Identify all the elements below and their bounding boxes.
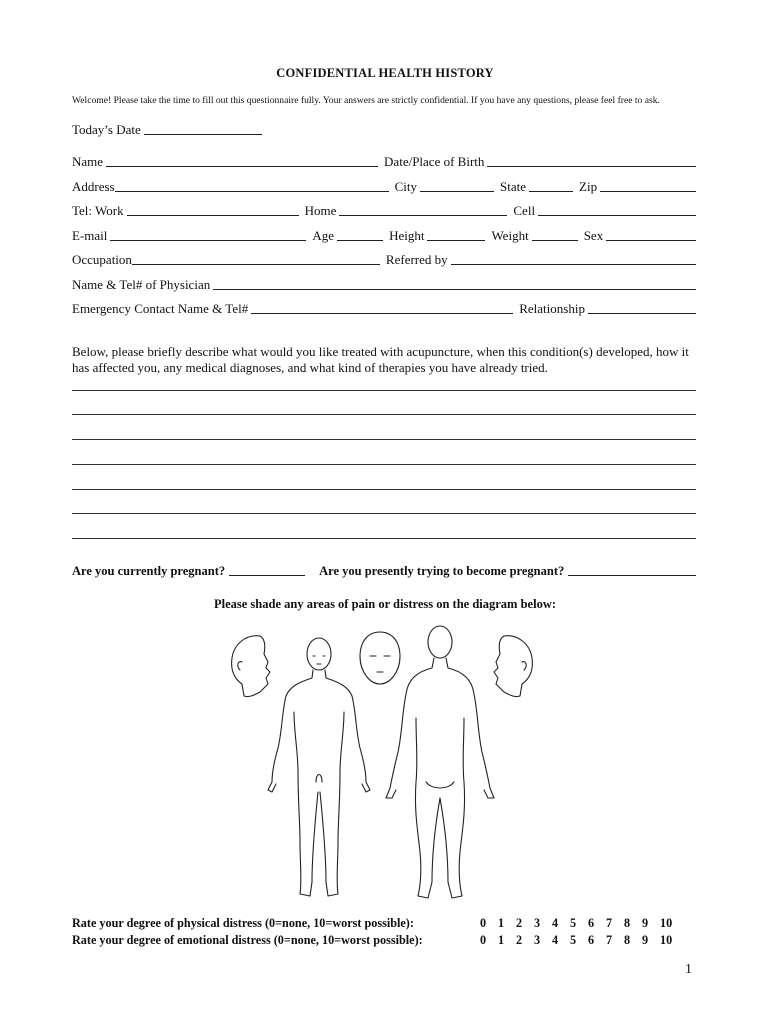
description-line-2[interactable] [72, 414, 696, 415]
dob-label: Date/Place of Birth [384, 154, 485, 169]
shade-instruction: Please shade any areas of pain or distress on the diagram below: [213, 597, 557, 611]
description-line-3[interactable] [72, 439, 696, 440]
face-front-icon [360, 632, 400, 684]
description-line-7[interactable] [72, 538, 696, 539]
emotional-rate-5[interactable]: 5 [570, 933, 577, 947]
emotional-rate-10[interactable]: 10 [660, 933, 673, 947]
emotional-rate-7[interactable]: 7 [606, 933, 613, 947]
height-field[interactable] [427, 240, 485, 241]
welcome-text: Welcome! Please take the time to fill out this questionnaire fully. Your answers are strictly confidential. If you have any questions, please feel free to ask. [72, 95, 660, 106]
referred-by-field[interactable] [451, 264, 696, 265]
physical-rate-6[interactable]: 6 [588, 916, 595, 930]
physical-rate-5[interactable]: 5 [570, 916, 577, 930]
todays-date-field[interactable] [144, 134, 262, 135]
zip-label: Zip [579, 179, 598, 194]
physical-rate-1[interactable]: 1 [498, 916, 505, 930]
cell-label: Cell [513, 203, 536, 218]
emotional-rate-2[interactable]: 2 [516, 933, 523, 947]
head-profile-right-icon [494, 636, 532, 697]
physical-rate-0[interactable]: 0 [480, 916, 487, 930]
emotional-rate-0[interactable]: 0 [480, 933, 487, 947]
body-diagram[interactable] [220, 622, 550, 904]
referred-by-label: Referred by [385, 252, 448, 267]
address-label: Address [72, 179, 115, 194]
age-label: Age [312, 228, 335, 243]
description-line-5[interactable] [72, 489, 696, 490]
state-field[interactable] [529, 191, 573, 192]
pregnant-field[interactable] [229, 575, 305, 576]
body-back-icon [386, 626, 494, 898]
dob-field[interactable] [487, 166, 696, 167]
emergency-field[interactable] [251, 313, 513, 314]
physician-label: Name & Tel# of Physician [72, 277, 211, 292]
physical-rate-10[interactable]: 10 [660, 916, 673, 930]
physical-rate-label: Rate your degree of physical distress (0=none, 10=worst possible): [72, 916, 414, 930]
height-label: Height [389, 228, 425, 243]
emotional-rate-1[interactable]: 1 [498, 933, 505, 947]
head-profile-left-icon [232, 636, 270, 697]
form-title: CONFIDENTIAL HEALTH HISTORY [276, 66, 494, 80]
description-line-1[interactable] [72, 390, 696, 391]
pregnancy-row [72, 564, 696, 579]
physical-rate-2[interactable]: 2 [516, 916, 523, 930]
trying-question: Are you presently trying to become pregnant? [319, 564, 565, 578]
sex-label: Sex [583, 228, 604, 243]
age-field[interactable] [337, 240, 383, 241]
page-number: 1 [685, 962, 692, 977]
physical-rate-8[interactable]: 8 [624, 916, 631, 930]
occupation-row [72, 252, 696, 268]
emergency-label: Emergency Contact Name & Tel# [72, 301, 249, 316]
name-row [72, 154, 696, 170]
emotional-rate-8[interactable]: 8 [624, 933, 631, 947]
city-label: City [394, 179, 418, 194]
emotional-rate-3[interactable]: 3 [534, 933, 541, 947]
description-prompt: Below, please briefly describe what would you like treated with acupuncture, when this condition(s) developed, how it has affected you, any medical diagnoses, and what kind of therapies you have already tried. [72, 344, 689, 375]
body-front-icon [268, 638, 370, 896]
address-field[interactable] [115, 191, 389, 192]
relationship-field[interactable] [588, 313, 696, 314]
description-line-4[interactable] [72, 464, 696, 465]
occupation-label: Occupation [72, 252, 132, 267]
todays-date-label: Today’s Date [72, 122, 141, 137]
physical-rate-4[interactable]: 4 [552, 916, 559, 930]
sex-field[interactable] [606, 240, 696, 241]
description-line-6[interactable] [72, 513, 696, 514]
email-row [72, 228, 696, 244]
address-row [72, 179, 696, 195]
todays-date-row [72, 122, 272, 138]
physical-rate-3[interactable]: 3 [534, 916, 541, 930]
pregnant-question: Are you currently pregnant? [72, 564, 226, 578]
state-label: State [500, 179, 527, 194]
emotional-rate-9[interactable]: 9 [642, 933, 649, 947]
emotional-rate-label: Rate your degree of emotional distress (0=none, 10=worst possible): [72, 933, 423, 947]
physician-row [72, 277, 696, 293]
home-field[interactable] [339, 215, 507, 216]
home-label: Home [304, 203, 337, 218]
name-label: Name [72, 154, 104, 169]
tel-row [72, 203, 696, 219]
weight-label: Weight [491, 228, 529, 243]
relationship-label: Relationship [519, 301, 585, 316]
emotional-rate-scale[interactable] [480, 933, 678, 948]
cell-field[interactable] [538, 215, 696, 216]
zip-field[interactable] [600, 191, 696, 192]
physical-rate-7[interactable]: 7 [606, 916, 613, 930]
tel-work-label: Tel: Work [72, 203, 124, 218]
emergency-row [72, 301, 696, 317]
emotional-rate-4[interactable]: 4 [552, 933, 559, 947]
emotional-rate-6[interactable]: 6 [588, 933, 595, 947]
tel-work-field[interactable] [127, 215, 299, 216]
physician-field[interactable] [213, 289, 696, 290]
occupation-field[interactable] [132, 264, 380, 265]
physical-rate-scale[interactable] [480, 916, 678, 931]
name-field[interactable] [106, 166, 378, 167]
physical-rate-9[interactable]: 9 [642, 916, 649, 930]
trying-field[interactable] [568, 575, 696, 576]
email-field[interactable] [110, 240, 306, 241]
email-label: E-mail [72, 228, 108, 243]
weight-field[interactable] [532, 240, 578, 241]
city-field[interactable] [420, 191, 494, 192]
